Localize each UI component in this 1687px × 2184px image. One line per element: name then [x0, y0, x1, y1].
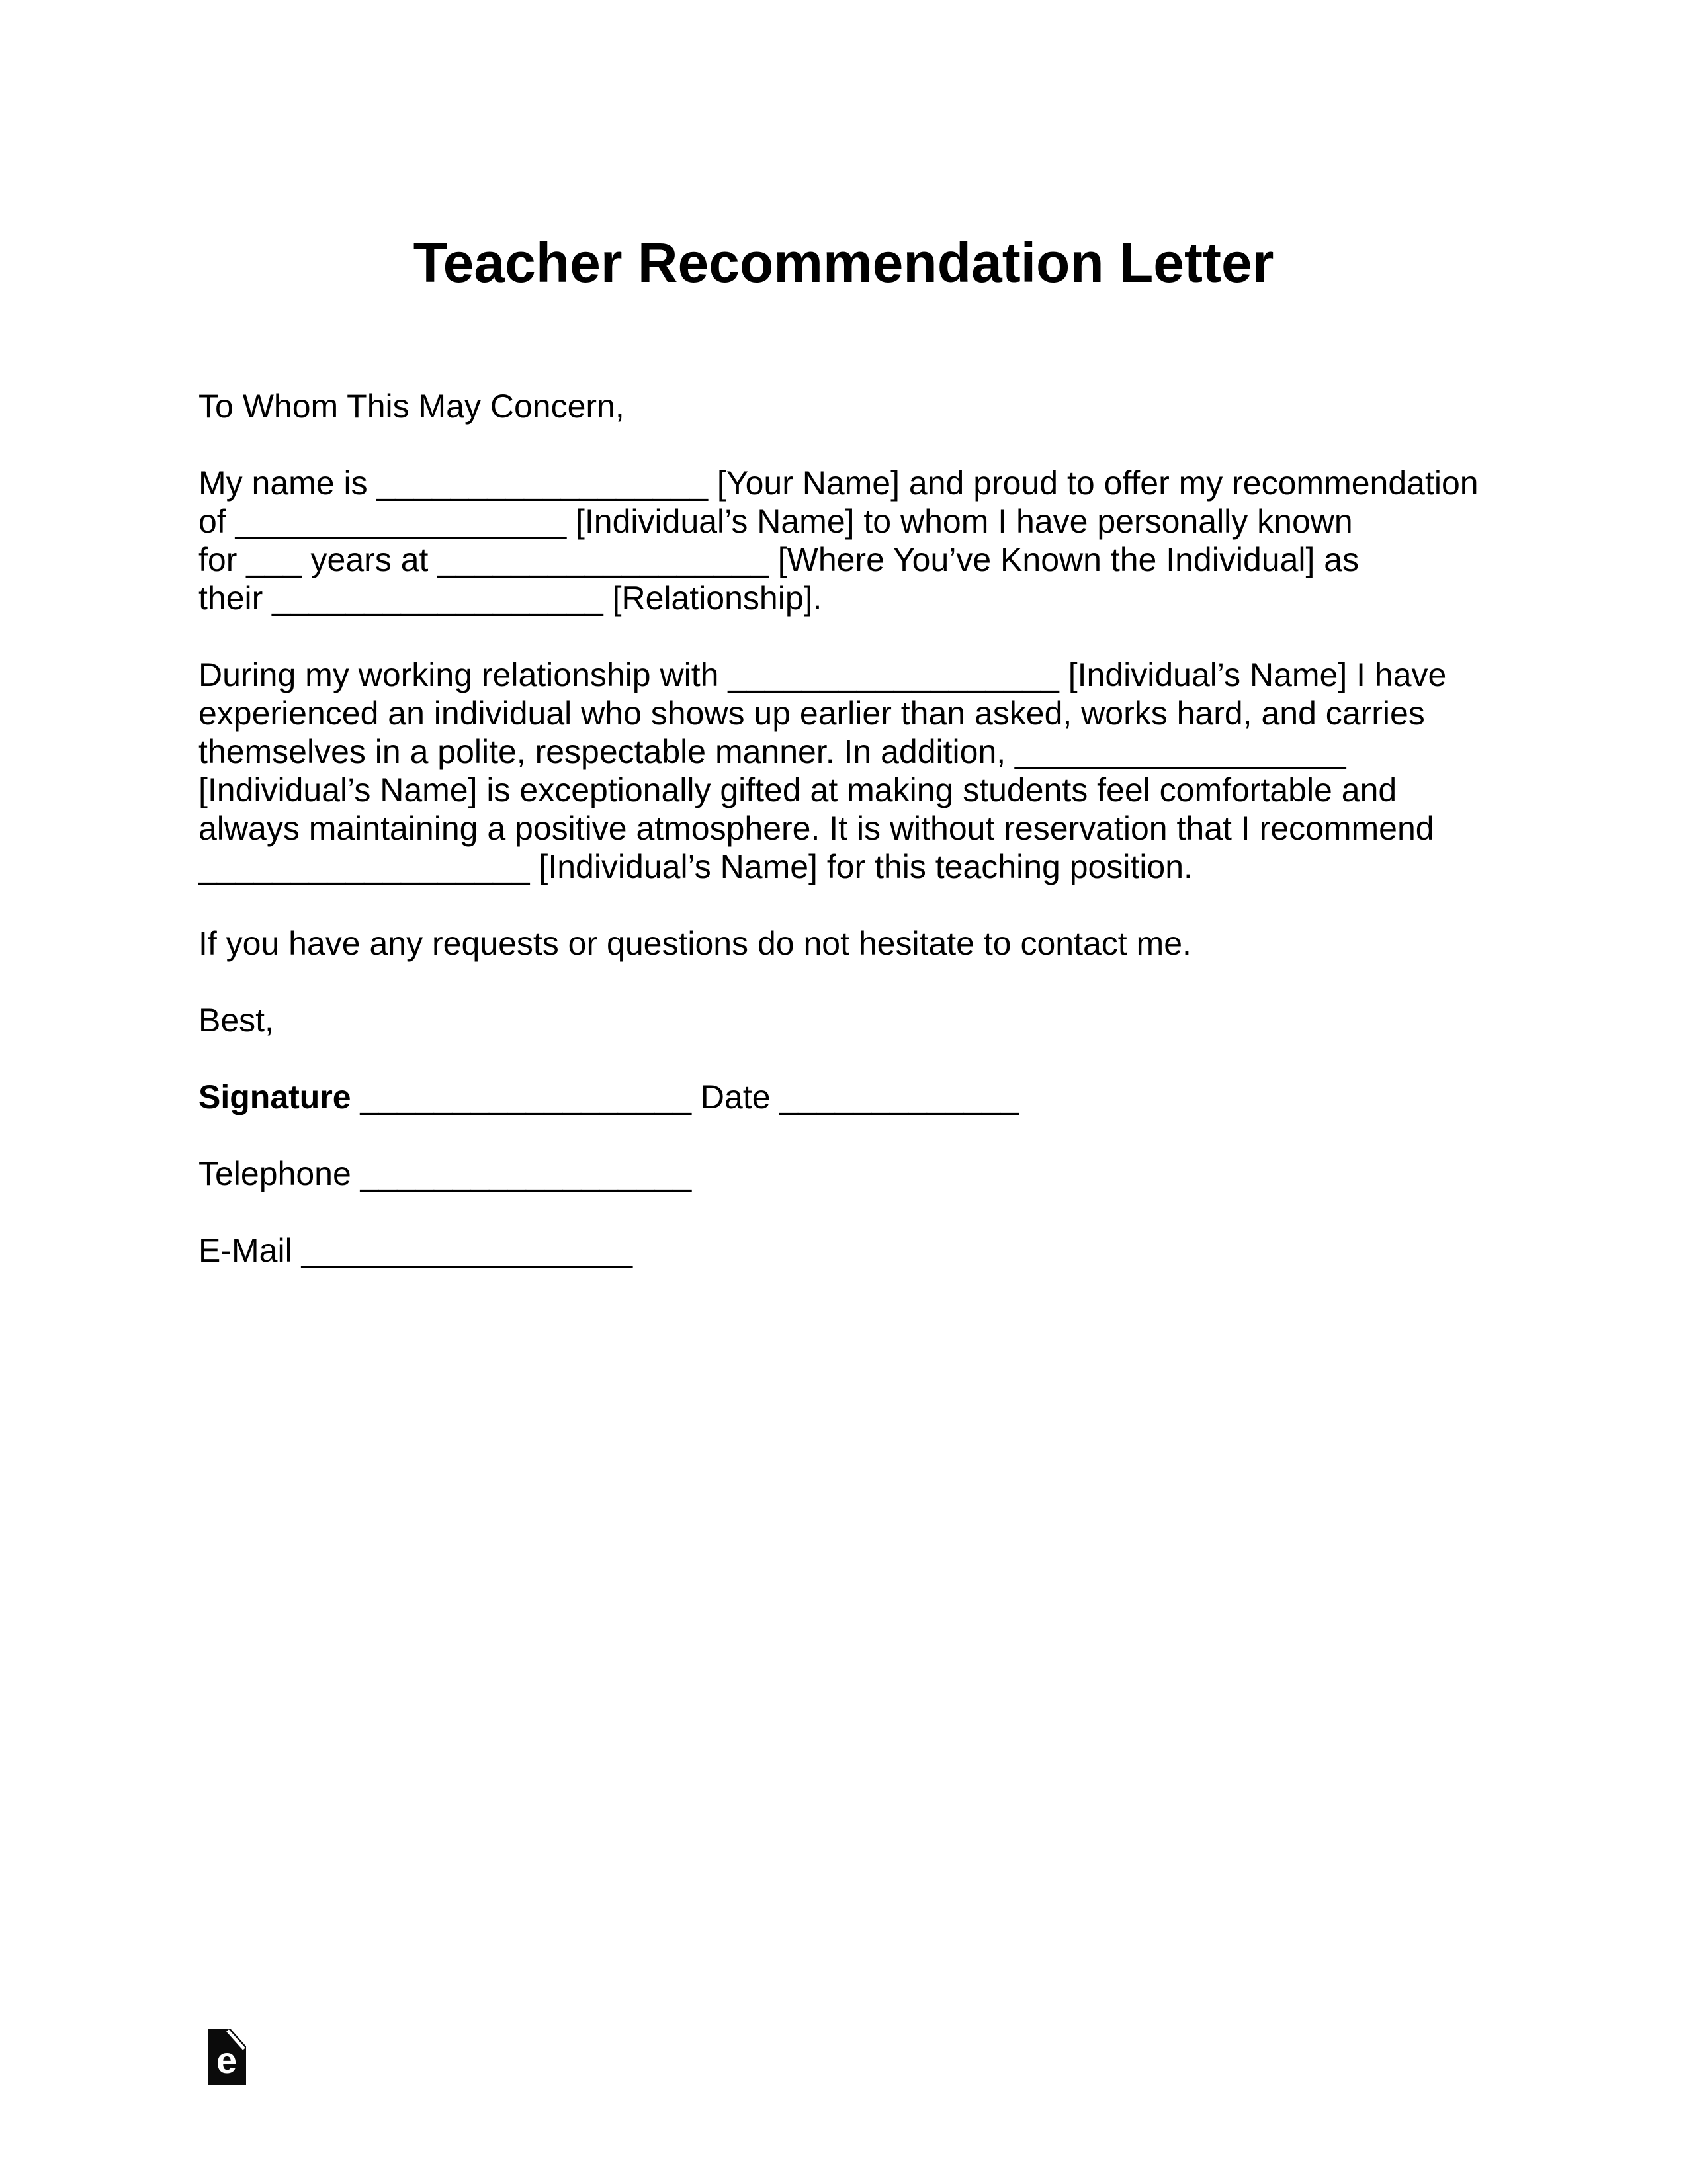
- email-line: E-Mail __________________: [198, 1232, 633, 1269]
- telephone-paragraph: [198, 1155, 1489, 1193]
- closing-paragraph: [198, 924, 1489, 963]
- body-paragraph-1: [198, 464, 1489, 617]
- letter-line: __________________ [Individual’s Name] for this teaching position.: [198, 848, 1193, 885]
- letter-line: of __________________ [Individual’s Name] to whom I have personally known: [198, 503, 1353, 540]
- letter-line: [Individual’s Name] is exceptionally gifted at making students feel comfortable and: [198, 771, 1397, 808]
- letter-line: their __________________ [Relationship].: [198, 580, 822, 617]
- telephone-line: Telephone __________________: [198, 1155, 692, 1192]
- signature-line: [198, 1078, 1489, 1116]
- salutation-paragraph: [198, 387, 1489, 425]
- letter-line: During my working relationship with __________________ [Individual’s Name] I have: [198, 656, 1447, 693]
- valediction-paragraph: [198, 1001, 1489, 1039]
- signature-paragraph: [198, 1078, 1489, 1116]
- letter-line: My name is __________________ [Your Name] and proud to offer my recommendation: [198, 464, 1479, 502]
- eforms-logo: [208, 2029, 246, 2085]
- signature-blanks: __________________ Date _____________: [351, 1078, 1019, 1115]
- letter-line: for ___ years at __________________ [Where You’ve Known the Individual] as: [198, 541, 1360, 578]
- logo-letter: e: [216, 2039, 238, 2081]
- salutation-line: To Whom This May Concern,: [198, 388, 625, 425]
- letter-line: experienced an individual who shows up earlier than asked, works hard, and carries: [198, 695, 1425, 732]
- email-paragraph: [198, 1231, 1489, 1270]
- body-paragraph-2: [198, 656, 1489, 886]
- signature-label: Signature: [198, 1078, 351, 1115]
- document-title: Teacher Recommendation Letter: [413, 232, 1274, 294]
- closing-line: If you have any requests or questions do not hesitate to contact me.: [198, 925, 1191, 962]
- letter-line: always maintaining a positive atmosphere. It is without reservation that I recommend: [198, 810, 1434, 847]
- document-page-icon: [208, 2029, 246, 2085]
- letter-line: themselves in a polite, respectable manner. In addition, __________________: [198, 733, 1346, 770]
- valediction-line: Best,: [198, 1002, 274, 1039]
